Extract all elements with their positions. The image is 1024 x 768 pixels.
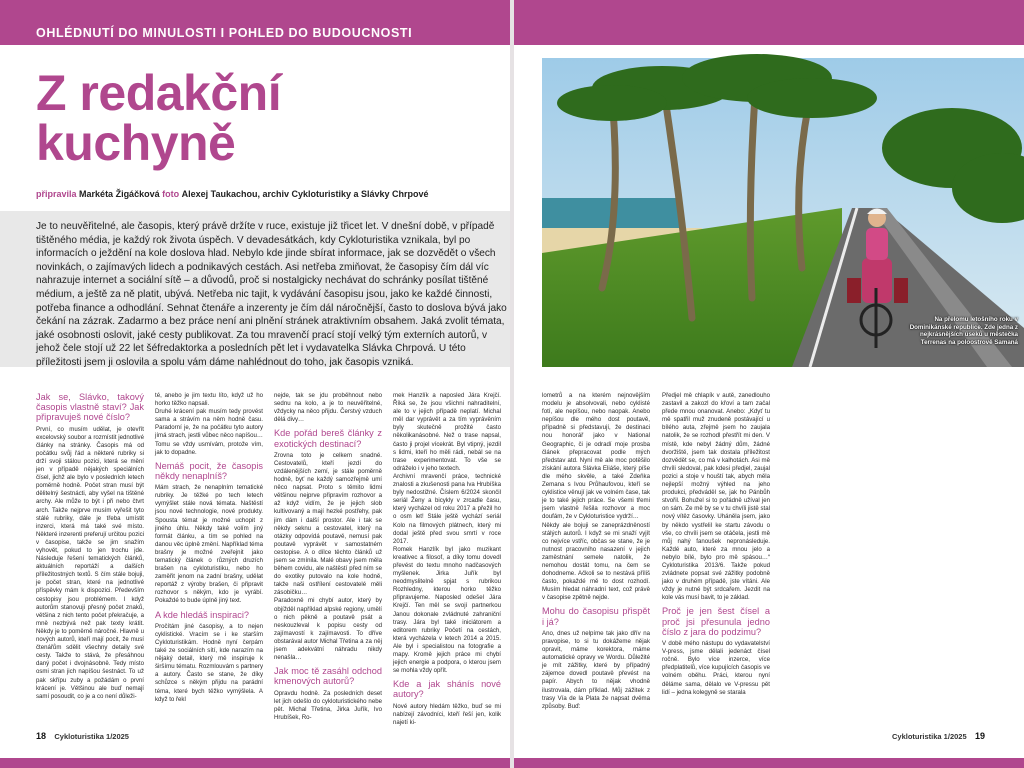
body-paragraph: té, anebo je jim textu líto, když už ho horko těžko napsali.	[155, 392, 263, 408]
body-paragraph: V době mého nástupu do vydavatelství V-press, jsme dělali jedenáct čísel ročně. Bylo více inzerce, více předplatitelů, více kupujících časopis ve volném oběhu. Práci, kterou nyní děláme sama, dělalo ve V-pressu pět lidí – jedna kolegyně se starala	[662, 640, 770, 696]
right-footer	[892, 731, 985, 741]
article-credits	[36, 189, 506, 199]
text-column-2	[155, 392, 263, 722]
body-paragraph: První, co musím udělat, je otevřít excelovský soubor a rozmístit jednotlivé články na stránky. Časopis má od počátku svůj řád a některé rubriky si drží svoji stálou pozici, která se mění jen v případě nějakých speciálních čísel, jichž ale bylo v posledních letech poměrně hodně. Počet stran musí být dělitelný šestnácti, aby vyšel na tištěné archy. Ale může to být i při nebo čtvrt arch. Takže nejprve musím vyřešit tyto stálé rubriky, dále je třeba umístit inzerci, která má také své místo. Některé inzerenti preferují určitou pozici v časopise, takže se jim snažím vyhovět, pokud to jen trochu jde. Následuje řešení tematických článků, aktuálních reportáží a dalších příležitostných textů. S čím stále bojuji, je počet stran, které na jednotlivé příspěvky mám k dispozici. Především cestopisy jsou problémem. I když autorům stanovuji přesný počet znaků, většina z nich tento počet překračuje, a mně nezbývá než pak texty krátit. Někdy je to poměrně náročné. Hlavně u nových autorů, kteří mají pocit, že musí čtenářům sdělit všechny detaily své cesty. Takže to stává, že přesáhnou daný počet i dvojnásobně. Tedy místo osmi stran jich napíšou šestnáct. To už pak skřípu zuby a požádám o první krácení je. Většinou ale buď nemají samí posoudit, co je a co není důleži-	[36, 425, 144, 700]
left-footer	[36, 731, 129, 741]
question-heading: Jak se, Slávko, takový časopis vlastně staví? Jak připravuješ nové číslo?	[36, 392, 144, 423]
photo-label: foto	[162, 189, 180, 199]
question-heading: Kde a jak shánís nové autory?	[393, 679, 501, 700]
question-heading: Mohu do časopisu přispět i já?	[542, 606, 650, 627]
prepared-label: připravila	[36, 189, 77, 199]
section-header: OHLÉDNUTÍ DO MINULOSTI I POHLED DO BUDOUCNOSTI	[36, 26, 413, 40]
body-paragraph: Ano, dnes už nelpíme tak jako dřív na pravopise, to si tu dokážeme nějak opravit, máme korektora, máme automatické opravy ve Wordu. Důležité je mít zážitky, které by případný zájemce dovedl poutavě převést na papír. Abych to nějak vhodně ilustrovala, dám příklad. Můj zážitek z trasy Vía de la Plata že napsat dvěma způsoby. Buď:	[542, 629, 650, 710]
body-paragraph: Někdy ale bojuji se zaneprázdněností stálých autorů. I když se mi snaží vyjít co nejvíce vstříc, občas se stane, že je nutnost pracovního nasazení v jejich zaměstnání semele natolik, že nemohou dostát tomu, na čem se dohodneme. Ačkoli se to nestává příliš často, pokaždé mě to dost rozhodí. Musím hledat náhradní text, což právě v časopise zpětně nejde.	[542, 521, 650, 602]
top-band-right	[514, 0, 1024, 45]
text-column-6	[662, 392, 770, 722]
magazine-name-left: Cykloturistika 1/2025	[54, 732, 129, 741]
text-column-1	[36, 392, 144, 722]
question-heading: Nemáš pocit, že časopis někdy nenaplníš?	[155, 460, 263, 481]
text-column-5	[542, 392, 650, 722]
body-paragraph: lometrů a na kterém nejnovějším modelu je absolvovali, nebo cyklisté fotí, ale nepíšou, nebo naopak. Anebo nepíšou dle mého dost poutavě, případně si představují, že destinaci nou honorář jako v National Geographic, či je odradí moje prosba článek přepracovat podle mých představ atd. Nyní mě ale moc potěšilo získání autora Slávka Eliáše, který píše dle mého skvěle, a také Zdeňka Zemana s Ivou Průhaufovou, kteří se cyklistice věnují jak ve volném čase, tak je to také jejich práce. Se všemi třemi jsem vlastně řešila rozhovor a moc doufám, že v Cykloturistice vydrží…	[542, 392, 650, 521]
body-paragraph: Mám strach, že nenaplním tematické rubriky. Je těžké po tech letech vymýšlet stále nová témata. Naštěstí jsou nové technologie, nové produkty. Spousta témat je možné uchopit z jiného úhlu. Někdy také volím jiný formát článku, a tím se pohled na danou věc úplně změní. Například téma brašny je možné zveřejnit jako tematický článek o různých druzích brašen na cykloturistiku, nebo ho zaměřit jenom na zadní brašny, udělat reportáž z výroby brašen, či připravit rozhovor s někým, kdo je vyrábí. Pokaždé to bude úplně jiný text.	[155, 484, 263, 605]
body-paragraph: Paradoxně mi chybí autor, který by objížděl například alpské regiony, umělí o nich pěkně a poutavě psát a neskouzleval k popisu cesty od zajímavostí k zajímavosti. To dříve obstarával autor Michal Třetina a za něj jsem adekvátní náhradu nikdy nenašla…	[274, 597, 382, 662]
body-paragraph: Romek Hanzlík byl jako muzikant kreativec a filosof, a díky tomu dovedl převést do textu mnoho nadčasových myšlenek. Jirka Juřík byl neodmyslitelně spjat s rubrikou Rozhledny, kterou horko těžko připravujeme. Naposled odešel Jára Krejčí. Ten měl se svojí partnerkou Janou dokonale zvládnuté zahraniční trasy. Jára byl také iniciátorem a editorem rubriky Početí na cestách, která vycházela v letech 2014 a 2015. Ale byl i specialistou na fotografie a mapy. Kromě jejich práce mi chybí jejich energie a podpora, o kterou jsem se mohla vždy opřít.	[393, 545, 501, 675]
page-number-left: 18	[36, 731, 47, 741]
body-paragraph: mek Hanzlík a naposled Jára Krejčí. Říká se, že jsou všichni nahraditelní, ale to v jejich případě neplatí. Michal měl dar vyprávět a za tím vyprávěním byly skutečně prožité často několikanásobné. Než o trase napsal, často ji projel vícekrát. Byl vtipný, jezdil s lidmi, kteří ho měli rádi, nebál se na trase experimentovat. To vše se odráželo i v jeho textech.	[393, 392, 501, 472]
article-title: Z redakční kuchyně	[36, 65, 282, 171]
body-paragraph: Druhé krácení pak musím tedy provést sama a strávím na něm hodně času. Paradorní je, že na počátku tyto autory jímá strach, jestli vůbec něco napíšou… Tomu se vždy usmívám, protože vím, jak to dopadne.	[155, 408, 263, 456]
page-number-right: 19	[974, 731, 985, 741]
photo-caption: Na přelomu letošního roku v Dominikánské republice. Zde jedna z nejkrásnějších úseků u městečka Terrenas na poloostrově Samaná	[909, 316, 1018, 346]
body-paragraph: Předjel mě chlapík v autě, zanedlouho zastavil a zakozl do křoví a tam začal přede mnou onanovat. Anebo: „Kdyť tu mě spatřil muž znudeně postávající u bílého auta, zřejmě jsem ho zaujala natolik, že se rozhodl přestřít mi den. V místě, kde nebyl žádný dům, žádné dvoržiště, jsem tak dostala příležitost dozvědět se, co má v kalhotách. Asi mě chvíli sledoval, pak kdesi předjel, zaujal pozici a stoje v houští tak, abych měla nejlepší možný výhled na jeho produkci, předváděl se, jak ho Pánbůh stvořil. Bohužel si to pořádně užíval jen on sám. Ze mě by se v tu chvíli jistě stal nový vítěz časovky. Uháněla jsem, jako by někdo vystřelil ke startu závodu o vše, co chvíli jsem se otáčela, jestli mě můj nahý fanoušek nepronásleduje. Každé auto, které za mnou jelo a nebylo bílé, bylo pro mě spásou…“ Cykloturistika 2013/6. Takže pokud zvládnete popsat své zážitky podobně jako v druhém případě, jste vítáni. Ale vždy je nutné být srdcařem. Jezdit na kole vás musí bavit, to je základ.	[662, 392, 770, 602]
body-paragraph: Opravdu hodně. Za posledních deset let jich odešlo do cykloturistického nebe pět. Michal Třetina, Jirka Juřík, Ivo Hrubíšek, Ro-	[274, 689, 382, 721]
body-paragraph: Zrovna toto je celkem snadné. Cestovatelů, kteří jezdí do vzdálenějších zemí, je stále poměrně hodně, byť ne každý samozřejmě umí něco napsat. Proto s těmito lidmi většinou nejprve připravím rozhovor a až když vidím, že je jejich slob kultivovaný a mají hezké postřehy, pak jim dám i další prostor. Ale i tak se někdy seknu a cestovatel, který na otázky odpovídá poutavě, nemusí pak poutavě vyprávět v samostatném cestopise. A o dílce těchto článků už jsem se zmínila. Malé obavy jsem měla během covidu, ale naštěstí před ním se do exotiky putovalo na kole hodně, takže naši ostřílení cestovatelé měli zásobičku…	[274, 451, 382, 597]
bottom-band-left	[0, 758, 510, 768]
body-paragraph: Archivní mravenčí práce, technické znalosti a zkušenosti pana Iva Hrubíška byly nedostižné. Číslem 6/2024 skončil seriál Ženy a bicykly v zrcadle času, který vycházel od roku 2017 a přežil ho o osm let! Stále ještě vychází seriál Kolo na filmových plátnech, který mi dodal ještě před svou smrtí v roce 2017.	[393, 472, 501, 545]
text-column-3	[274, 392, 382, 722]
left-page	[0, 0, 510, 768]
body-paragraph: Nové autory hledám těžko, buď se mi nabízejí závodníci, kteří řeší jen, kolik najetí ki-	[393, 702, 501, 726]
lead-paragraph: Je to neuvěřitelné, ale časopis, který právě držíte v ruce, existuje již třicet let. V dnešní době, v případě tištěného média, je každý rok života úspěch. V devadesátkách, kdy Cykloturistika vznikala, byl po informacích o ježdění na kole doslova hlad. Nebylo kde jinde sbírat informace, jak se dozvědět o všech novinkách, o zajímavých lidech a podnikavých cestách. Asi netřeba zmiňovat, že časopisy čím dál víc nahrazuje internet a sociální sítě – a důvodů, proč si nostalgicky nechávat do schránky posílat tištěné médium, a ještě za ně platit, ubývá. Netřeba nic tajit, k vydávání časopisu jsou, jako ke každé činnosti, potřeba finance a odhodlání. Sehnat čtenáře a inzerenty je čím dál náročnější, často to doslova bývá jako čekání na zázrak. Zadarmo a bez práce není ani plnění stránek atraktivním obsahem. Jaká zvolit témata, jaké osobnosti oslovit, jaké cesty publikovat. Za tou mravenčí prací stojí velký tým externích autorů, v jehož čele stojí už 22 let šéfredaktorka a posledních pět let i vydavatelka Slávka Chrpová. U této příležitosti jsem ji oslovila a spolu vám dáme nahlédnout do toho, jak časopis vzniká.	[36, 221, 507, 368]
question-heading: Proč je jen šest čísel a proč jsi přesunula jedno číslo z jara do podzimu?	[662, 606, 770, 637]
question-heading: Kde pořád bereš články z exotických destinací?	[274, 428, 382, 449]
body-paragraph: nejde, tak se jdu proběhnout nebo sednu na kolo, a je to neuvěřitelné, vždycky na něco přijdu. Čerstvý vzduch dělá divy…	[274, 392, 382, 424]
text-column-4	[393, 392, 501, 726]
question-heading: A kde hledáš inspiraci?	[155, 609, 249, 620]
photo-by: Alexej Taukachou, archiv Cykloturistiky a Slávky Chrpové	[181, 189, 429, 199]
body-paragraph: Pročítám jiné časopisy, a to nejen cyklistické. Vracím se i ke starším Cykloturistikám. Hodně nyní čerpám také ze sociálních sítí, kde narazím na nějaký detail, který mě inspiruje k širšímu tématu. Rozmlouvám s partnery a autory. Často se stane, že díky schůzce s někým přijdu na parádní téma, které bych těžko vymýšlela. A když to řekl	[155, 622, 263, 703]
bottom-band-right	[514, 758, 1024, 768]
question-heading: Jak moc tě zasáhl odchod kmenových autorů?	[274, 666, 382, 687]
right-page	[514, 0, 1024, 768]
magazine-name-right: Cykloturistika 1/2025	[892, 732, 967, 741]
prepared-by: Markéta Žigáčková	[79, 189, 160, 199]
section-header-band	[0, 0, 510, 45]
